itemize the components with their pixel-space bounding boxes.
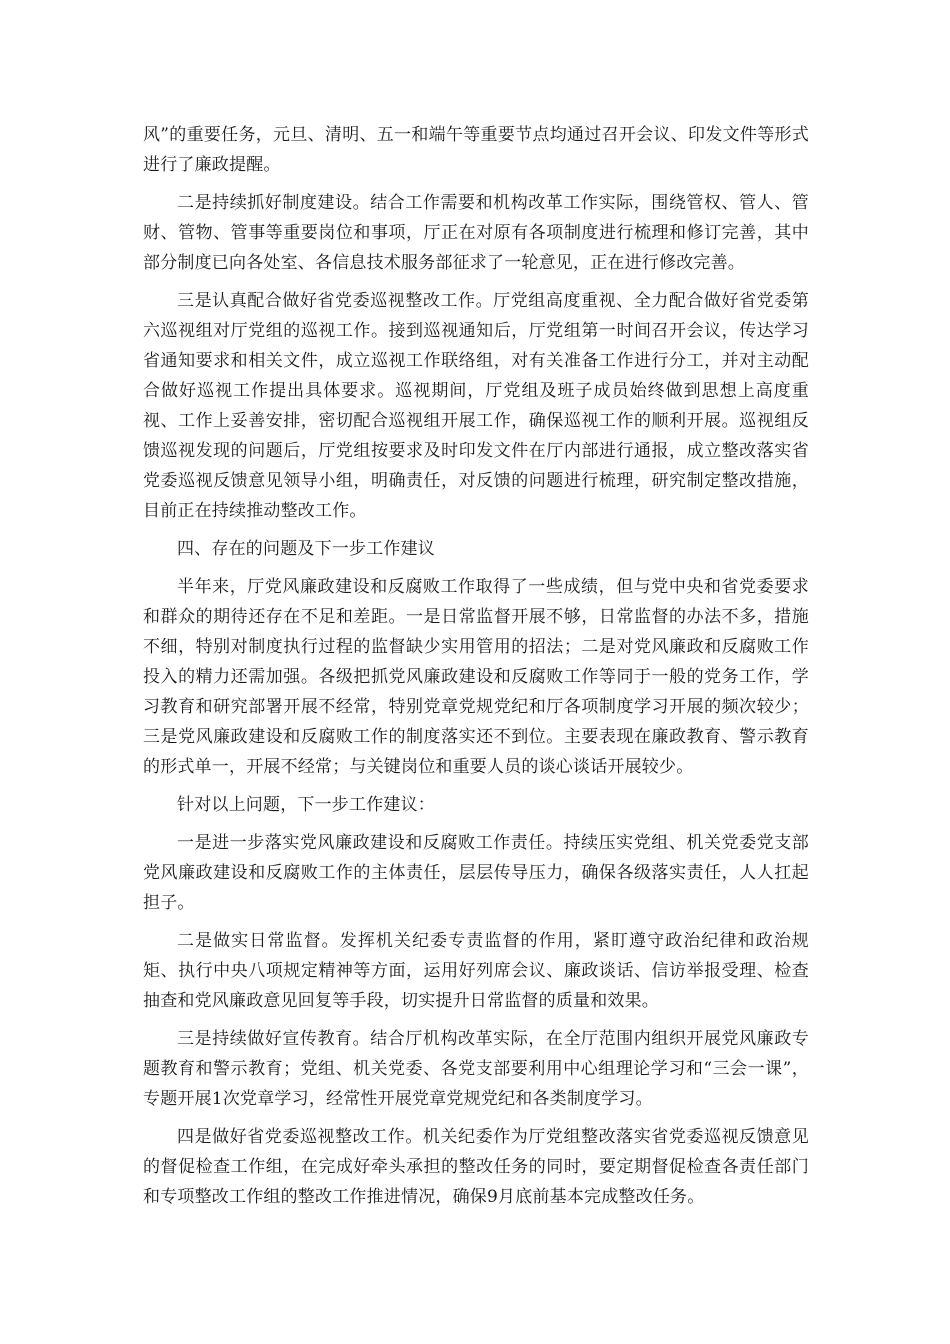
paragraph-continued: 风”的重要任务，元旦、清明、五一和端午等重要节点均通过召开会议、印发文件等形式进行了廉政提醒。 [143, 125, 809, 175]
paragraph-suggestion-supervision: 二是做实日常监督。发挥机关纪委专责监督的作用，紧盯遵守政治纪律和政治规矩、执行中央八项规定精神等方面，运用好列席会议、廉政谈话、信访举报受理、检查抽查和党风廉政意见回复等手段，切实提升日常监督的质量和效果。 [143, 931, 809, 1011]
paragraph-suggestion-responsibility: 一是进一步落实党风廉政建设和反腐败工作责任。持续压实党组、机关党委党支部党风廉政建设和反腐败工作的主体责任，层层传导压力，确保各级落实责任，人人扛起担子。 [143, 833, 809, 913]
paragraph-suggestions-intro: 针对以上问题，下一步工作建议： [177, 795, 435, 815]
paragraph-system-building: 二是持续抓好制度建设。结合工作需要和机构改革工作实际，围绕管权、管人、管财、管物、管事等重要岗位和事项，厅正在对原有各项制度进行梳理和修订完善，其中部分制度已向各处室、各信息技术服务部征求了一轮意见，正在进行修改完善。 [143, 193, 809, 273]
paragraph-suggestion-education: 三是持续做好宣传教育。结合厅机构改革实际，在全厅范围内组织开展党风廉政专题教育和警示教育；党组、机关党委、各党支部要利用中心组理论学习和“三会一课”，专题开展1次党章学习，经常性开展党章党规党纪和各类制度学习。 [143, 1029, 809, 1109]
document-body [143, 120, 809, 1220]
paragraph-suggestion-rectification: 四是做好省党委巡视整改工作。机关纪委作为厅党组整改落实省党委巡视反馈意见的督促检查工作组，在完成好牵头承担的整改任务的同时，要定期督促检查各责任部门和专项整改工作组的整改工作推进情况，确保9月底前基本完成整改任务。 [143, 1127, 809, 1207]
paragraph-inspection-cooperation: 三是认真配合做好省党委巡视整改工作。厅党组高度重视、全力配合做好省党委第六巡视组对厅党组的巡视工作。接到巡视通知后，厅党组第一时间召开会议，传达学习省通知要求和相关文件，成立巡视工作联络组，对有关准备工作进行分工，并对主动配合做好巡视工作提出具体要求。巡视期间，厅党组及班子成员始终做到思想上高度重视、工作上妥善安排，密切配合巡视组开展工作，确保巡视工作的顺利开展。巡视组反馈巡视发现的问题后，厅党组按要求及时印发文件在厅内部进行通报，成立整改落实省党委巡视反馈意见领导小组，明确责任，对反馈的问题进行梳理，研究制定整改措施，目前正在持续推动整改工作。 [143, 291, 809, 521]
paragraph-problems: 半年来，厅党风廉政建设和反腐败工作取得了一些成绩，但与党中央和省党委要求和群众的期待还存在不足和差距。一是日常监督开展不够，日常监督的办法不多，措施不细，特别对制度执行过程的监督缺少实用管用的招法；二是对党风廉政和反腐败工作投入的精力还需加强。各级把抓党风廉政建设和反腐败工作等同于一般的党务工作，学习教育和研究部署开展不经常，特别党章党规党纪和厅各项制度学习开展的频次较少；三是党风廉政建设和反腐败工作的制度落实还不到位。主要表现在廉政教育、警示教育的形式单一，开展不经常；与关键岗位和重要人员的谈心谈话开展较少。 [143, 577, 809, 777]
section-heading-problems: 四、存在的问题及下一步工作建议 [177, 539, 435, 559]
